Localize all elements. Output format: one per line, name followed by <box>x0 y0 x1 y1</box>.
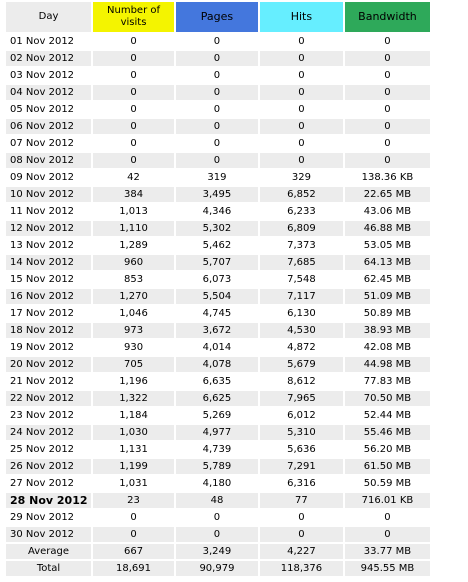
header-bandwidth: Bandwidth <box>345 2 430 32</box>
visits-cell: 1,322 <box>93 391 174 406</box>
bandwidth-cell: 42.08 MB <box>345 340 430 355</box>
bandwidth-cell: 61.50 MB <box>345 459 430 474</box>
day-cell: 14 Nov 2012 <box>6 255 91 270</box>
bandwidth-cell: 64.13 MB <box>345 255 430 270</box>
hits-cell: 6,130 <box>260 306 343 321</box>
visits-cell: 0 <box>93 34 174 49</box>
pages-cell: 0 <box>176 51 258 66</box>
pages-cell: 6,625 <box>176 391 258 406</box>
table-row <box>6 102 430 117</box>
average-label: Average <box>6 544 91 559</box>
visits-cell: 1,289 <box>93 238 174 253</box>
bandwidth-cell: 0 <box>345 68 430 83</box>
visits-cell: 960 <box>93 255 174 270</box>
hits-cell: 7,117 <box>260 289 343 304</box>
visits-cell: 1,270 <box>93 289 174 304</box>
table-row <box>6 340 430 355</box>
bandwidth-cell: 22.65 MB <box>345 187 430 202</box>
hits-cell: 7,685 <box>260 255 343 270</box>
bandwidth-cell: 0 <box>345 527 430 542</box>
hits-cell: 0 <box>260 119 343 134</box>
summary-rows <box>6 544 430 576</box>
pages-cell: 0 <box>176 34 258 49</box>
table-row <box>6 306 430 321</box>
pages-cell: 0 <box>176 136 258 151</box>
table-row <box>6 34 430 49</box>
visits-cell: 0 <box>93 85 174 100</box>
hits-cell: 7,965 <box>260 391 343 406</box>
hits-cell: 0 <box>260 34 343 49</box>
table-row <box>6 238 430 253</box>
table-row <box>6 459 430 474</box>
pages-cell: 0 <box>176 527 258 542</box>
day-cell: 04 Nov 2012 <box>6 85 91 100</box>
visits-cell: 1,184 <box>93 408 174 423</box>
day-cell: 08 Nov 2012 <box>6 153 91 168</box>
hits-cell: 6,233 <box>260 204 343 219</box>
table-row <box>6 391 430 406</box>
day-cell: 29 Nov 2012 <box>6 510 91 525</box>
table-row <box>6 510 430 525</box>
table-row <box>6 442 430 457</box>
header-visits-line1: Number of <box>107 5 161 16</box>
header-visits-line2: visits <box>120 17 147 28</box>
visits-cell: 0 <box>93 527 174 542</box>
bandwidth-cell: 55.46 MB <box>345 425 430 440</box>
table-row <box>6 68 430 83</box>
table-row <box>6 119 430 134</box>
visits-cell: 1,046 <box>93 306 174 321</box>
visits-cell: 1,131 <box>93 442 174 457</box>
pages-cell: 0 <box>176 102 258 117</box>
table-row <box>6 51 430 66</box>
hits-cell: 0 <box>260 527 343 542</box>
day-cell: 19 Nov 2012 <box>6 340 91 355</box>
hits-cell: 4,530 <box>260 323 343 338</box>
visits-cell: 1,013 <box>93 204 174 219</box>
pages-cell: 4,977 <box>176 425 258 440</box>
table-row <box>6 153 430 168</box>
pages-cell: 0 <box>176 153 258 168</box>
day-cell: 06 Nov 2012 <box>6 119 91 134</box>
visits-cell: 0 <box>93 68 174 83</box>
day-cell: 15 Nov 2012 <box>6 272 91 287</box>
pages-cell: 4,346 <box>176 204 258 219</box>
bandwidth-cell: 0 <box>345 51 430 66</box>
day-cell: 27 Nov 2012 <box>6 476 91 491</box>
day-cell: 18 Nov 2012 <box>6 323 91 338</box>
pages-cell: 319 <box>176 170 258 185</box>
hits-cell: 0 <box>260 153 343 168</box>
hits-cell: 0 <box>260 510 343 525</box>
visits-cell: 23 <box>93 493 174 508</box>
average-bandwidth: 33.77 MB <box>345 544 430 559</box>
bandwidth-cell: 62.45 MB <box>345 272 430 287</box>
table-row <box>6 476 430 491</box>
bandwidth-cell: 53.05 MB <box>345 238 430 253</box>
pages-cell: 5,789 <box>176 459 258 474</box>
pages-cell: 4,180 <box>176 476 258 491</box>
day-cell: 28 Nov 2012 <box>6 493 91 508</box>
pages-cell: 5,707 <box>176 255 258 270</box>
pages-cell: 6,073 <box>176 272 258 287</box>
table-row <box>6 527 430 542</box>
day-cell: 02 Nov 2012 <box>6 51 91 66</box>
hits-cell: 5,310 <box>260 425 343 440</box>
hits-cell: 6,809 <box>260 221 343 236</box>
hits-cell: 0 <box>260 102 343 117</box>
day-cell: 17 Nov 2012 <box>6 306 91 321</box>
pages-cell: 4,014 <box>176 340 258 355</box>
visits-cell: 1,031 <box>93 476 174 491</box>
day-cell: 13 Nov 2012 <box>6 238 91 253</box>
visits-cell: 0 <box>93 102 174 117</box>
pages-cell: 5,302 <box>176 221 258 236</box>
table-row <box>6 255 430 270</box>
table-row <box>6 272 430 287</box>
total-visits: 18,691 <box>93 561 174 576</box>
day-cell: 20 Nov 2012 <box>6 357 91 372</box>
total-hits: 118,376 <box>260 561 343 576</box>
hits-cell: 7,373 <box>260 238 343 253</box>
visits-cell: 1,199 <box>93 459 174 474</box>
day-cell: 16 Nov 2012 <box>6 289 91 304</box>
average-visits: 667 <box>93 544 174 559</box>
hits-cell: 0 <box>260 68 343 83</box>
day-cell: 21 Nov 2012 <box>6 374 91 389</box>
bandwidth-cell: 51.09 MB <box>345 289 430 304</box>
bandwidth-cell: 44.98 MB <box>345 357 430 372</box>
daily-rows <box>6 34 430 542</box>
hits-cell: 6,316 <box>260 476 343 491</box>
visits-cell: 705 <box>93 357 174 372</box>
average-row <box>6 544 430 559</box>
table-row <box>6 289 430 304</box>
table-row <box>6 85 430 100</box>
visits-cell: 1,110 <box>93 221 174 236</box>
visits-cell: 1,196 <box>93 374 174 389</box>
total-label: Total <box>6 561 91 576</box>
pages-cell: 0 <box>176 68 258 83</box>
bandwidth-cell: 50.59 MB <box>345 476 430 491</box>
hits-cell: 5,679 <box>260 357 343 372</box>
visits-cell: 853 <box>93 272 174 287</box>
pages-cell: 0 <box>176 510 258 525</box>
bandwidth-cell: 0 <box>345 510 430 525</box>
day-cell: 01 Nov 2012 <box>6 34 91 49</box>
bandwidth-cell: 0 <box>345 136 430 151</box>
bandwidth-cell: 0 <box>345 153 430 168</box>
bandwidth-cell: 46.88 MB <box>345 221 430 236</box>
bandwidth-cell: 0 <box>345 85 430 100</box>
bandwidth-cell: 38.93 MB <box>345 323 430 338</box>
hits-cell: 0 <box>260 136 343 151</box>
hits-cell: 7,548 <box>260 272 343 287</box>
pages-cell: 4,078 <box>176 357 258 372</box>
hits-cell: 329 <box>260 170 343 185</box>
hits-cell: 77 <box>260 493 343 508</box>
bandwidth-cell: 138.36 KB <box>345 170 430 185</box>
pages-cell: 5,504 <box>176 289 258 304</box>
day-cell: 05 Nov 2012 <box>6 102 91 117</box>
day-cell: 25 Nov 2012 <box>6 442 91 457</box>
visits-cell: 930 <box>93 340 174 355</box>
day-cell: 24 Nov 2012 <box>6 425 91 440</box>
pages-cell: 6,635 <box>176 374 258 389</box>
table-row <box>6 425 430 440</box>
table-row <box>6 408 430 423</box>
bandwidth-cell: 70.50 MB <box>345 391 430 406</box>
table-row <box>6 136 430 151</box>
day-cell: 23 Nov 2012 <box>6 408 91 423</box>
hits-cell: 6,012 <box>260 408 343 423</box>
bandwidth-cell: 77.83 MB <box>345 374 430 389</box>
hits-cell: 6,852 <box>260 187 343 202</box>
visits-cell: 1,030 <box>93 425 174 440</box>
pages-cell: 3,672 <box>176 323 258 338</box>
visits-cell: 0 <box>93 51 174 66</box>
day-cell: 09 Nov 2012 <box>6 170 91 185</box>
day-cell: 10 Nov 2012 <box>6 187 91 202</box>
pages-cell: 4,739 <box>176 442 258 457</box>
table-row <box>6 357 430 372</box>
table-row <box>6 221 430 236</box>
average-pages: 3,249 <box>176 544 258 559</box>
day-cell: 26 Nov 2012 <box>6 459 91 474</box>
bandwidth-cell: 0 <box>345 34 430 49</box>
pages-cell: 0 <box>176 85 258 100</box>
visits-cell: 0 <box>93 119 174 134</box>
visits-cell: 384 <box>93 187 174 202</box>
visits-cell: 0 <box>93 153 174 168</box>
hits-cell: 5,636 <box>260 442 343 457</box>
table-row <box>6 170 430 185</box>
day-cell: 30 Nov 2012 <box>6 527 91 542</box>
pages-cell: 4,745 <box>176 306 258 321</box>
table-row <box>6 323 430 338</box>
hits-cell: 4,872 <box>260 340 343 355</box>
hits-cell: 7,291 <box>260 459 343 474</box>
table-row <box>6 187 430 202</box>
total-row <box>6 561 430 576</box>
hits-cell: 0 <box>260 85 343 100</box>
pages-cell: 0 <box>176 119 258 134</box>
visits-cell: 973 <box>93 323 174 338</box>
pages-cell: 48 <box>176 493 258 508</box>
total-bandwidth: 945.55 MB <box>345 561 430 576</box>
day-cell: 07 Nov 2012 <box>6 136 91 151</box>
bandwidth-cell: 716.01 KB <box>345 493 430 508</box>
daily-stats-table <box>4 0 432 578</box>
header-row <box>6 2 430 32</box>
header-visits <box>93 2 174 32</box>
visits-cell: 0 <box>93 510 174 525</box>
day-cell: 11 Nov 2012 <box>6 204 91 219</box>
header-day: Day <box>6 2 91 32</box>
table-row <box>6 493 430 508</box>
table-row <box>6 204 430 219</box>
bandwidth-cell: 56.20 MB <box>345 442 430 457</box>
bandwidth-cell: 43.06 MB <box>345 204 430 219</box>
header-pages: Pages <box>176 2 258 32</box>
bandwidth-cell: 50.89 MB <box>345 306 430 321</box>
day-cell: 22 Nov 2012 <box>6 391 91 406</box>
pages-cell: 5,269 <box>176 408 258 423</box>
hits-cell: 0 <box>260 51 343 66</box>
bandwidth-cell: 52.44 MB <box>345 408 430 423</box>
pages-cell: 3,495 <box>176 187 258 202</box>
average-hits: 4,227 <box>260 544 343 559</box>
visits-cell: 42 <box>93 170 174 185</box>
visits-cell: 0 <box>93 136 174 151</box>
bandwidth-cell: 0 <box>345 102 430 117</box>
table-row <box>6 374 430 389</box>
hits-cell: 8,612 <box>260 374 343 389</box>
day-cell: 03 Nov 2012 <box>6 68 91 83</box>
header-hits: Hits <box>260 2 343 32</box>
day-cell: 12 Nov 2012 <box>6 221 91 236</box>
bandwidth-cell: 0 <box>345 119 430 134</box>
pages-cell: 5,462 <box>176 238 258 253</box>
total-pages: 90,979 <box>176 561 258 576</box>
